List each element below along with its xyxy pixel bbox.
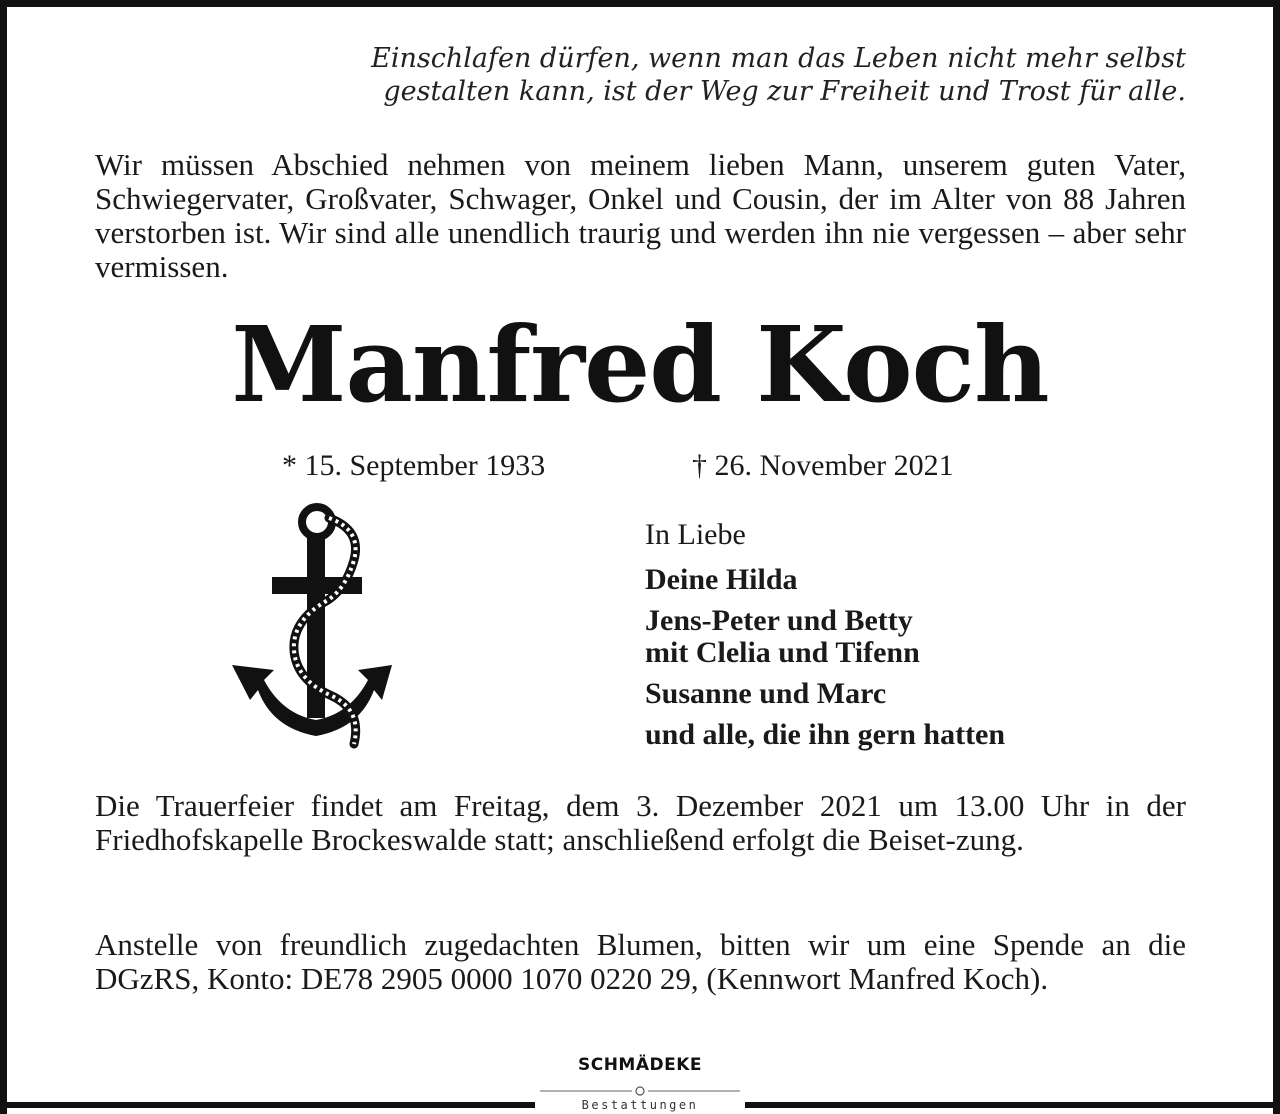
family-group	[645, 678, 1205, 710]
family-line: mit Clelia und Tifenn	[645, 636, 920, 669]
death-date: † 26. November 2021	[692, 449, 954, 482]
family-line: Jens-Peter und Betty	[645, 604, 913, 637]
signoff-intro: In Liebe	[645, 518, 746, 551]
signoff	[645, 518, 1205, 760]
family-line: Deine Hilda	[645, 563, 798, 596]
motto-line: Einschlafen dürfen, wenn man das Leben nicht mehr selbst	[371, 43, 1186, 74]
funeral-home-name: SCHMÄDEKE	[577, 1055, 703, 1075]
family-line: und alle, die ihn gern hatten	[645, 718, 1006, 751]
service-paragraph: Die Trauerfeier findet am Freitag, dem 3. Dezember 2021 um 13.00 Uhr in der Friedhofskapelle Brockeswalde statt; anschließend erfolgt die Beiset-zung.	[95, 788, 1186, 857]
motto-line: gestalten kann, ist der Weg zur Freiheit und Trost für alle.	[383, 76, 1186, 107]
birth-date: * 15. September 1933	[282, 449, 546, 482]
family-group	[645, 719, 1205, 751]
deceased-name: Manfred Koch	[231, 303, 1049, 426]
funeral-home-logo	[540, 1052, 740, 1112]
funeral-home-subtitle: Bestattungen	[581, 1098, 699, 1112]
logo-divider-icon	[540, 1085, 740, 1097]
donation-paragraph: Anstelle von freundlich zugedachten Blumen, bitten wir um eine Spende an die DGzRS, Konto: DE78 2905 0000 1070 0220 29, (Kennwort Manfred Koch).	[95, 927, 1186, 996]
anchor-icon	[222, 500, 402, 756]
family-line: Susanne und Marc	[645, 677, 887, 710]
family-group	[645, 564, 1205, 596]
motto-quote	[150, 42, 1186, 108]
family-group	[645, 605, 1205, 669]
intro-paragraph: Wir müssen Abschied nehmen von meinem lieben Mann, unserem guten Vater, Schwiegervater, Großvater, Schwager, Onkel und Cousin, der im Alter von 88 Jahren verstorben ist. Wir sind alle unendlich traurig und werden ihn nie vergessen – aber sehr vermissen.	[95, 147, 1186, 284]
